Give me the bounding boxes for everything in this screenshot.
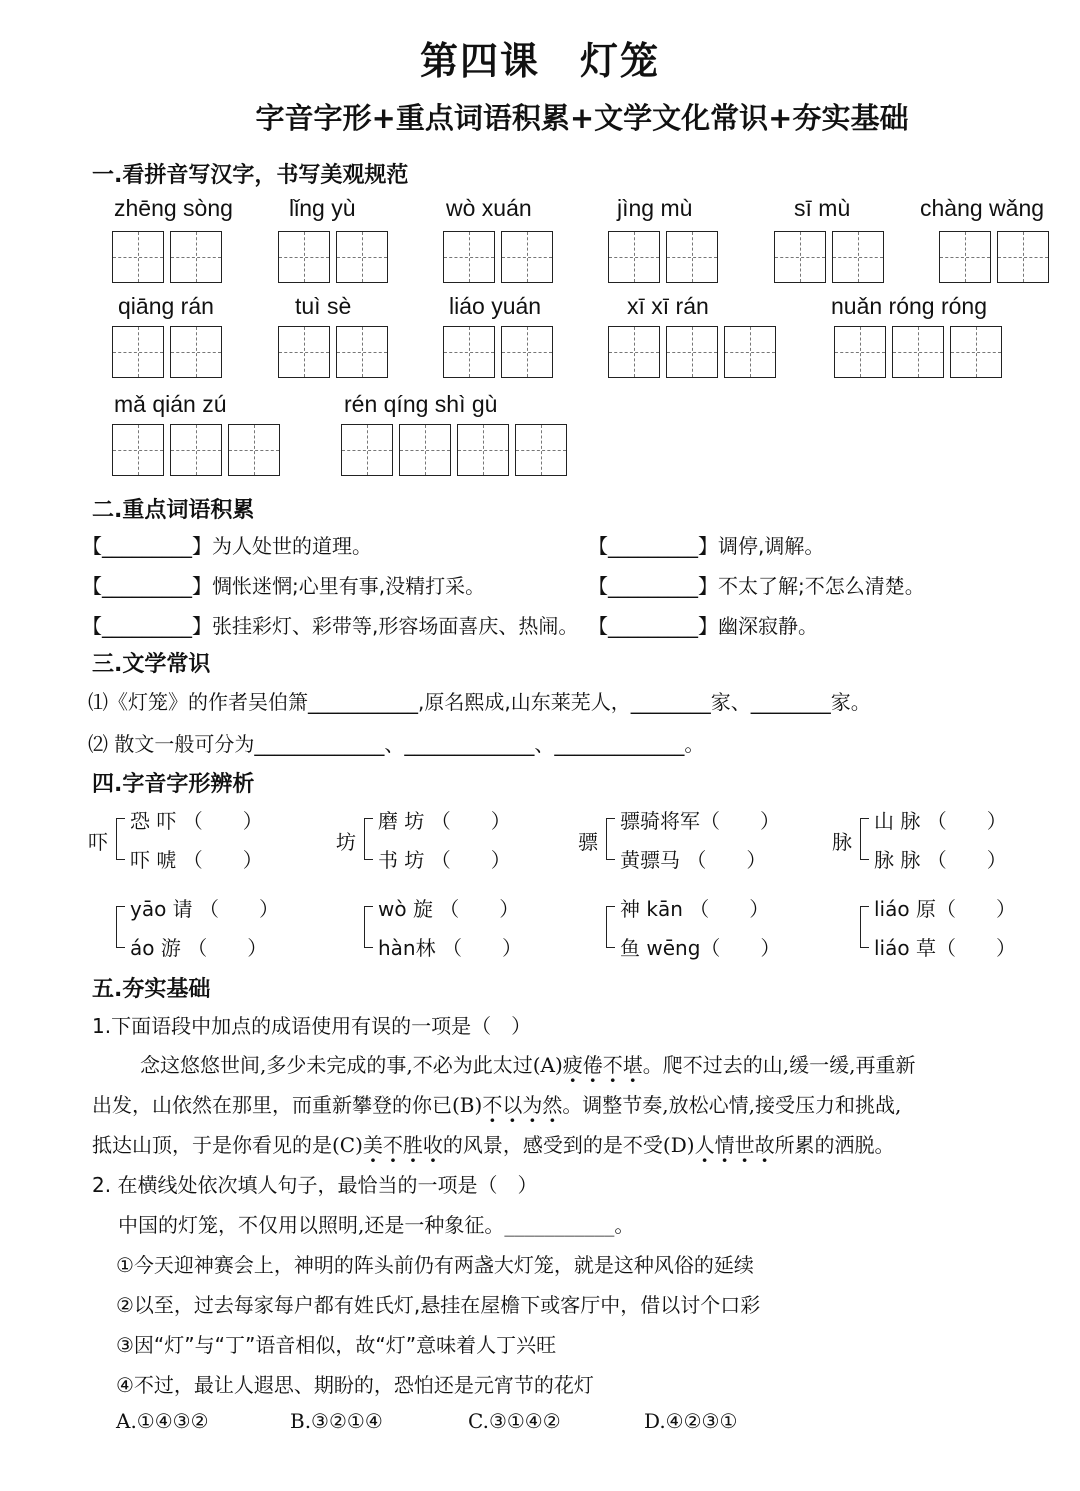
pinyin-pair-b[interactable]: 鱼 wēng（ ） (620, 936, 781, 960)
writing-grid[interactable] (278, 326, 394, 378)
idiom-d[interactable]: 人情世故 (694, 1133, 775, 1157)
idiom-a[interactable]: 疲倦不堪 (562, 1053, 643, 1077)
question-2-intro: 中国的灯笼，不仅用以照明,还是一种象征。___________。 (118, 1213, 635, 1237)
section-2-heading: 二.重点词语积累 (92, 498, 255, 523)
pinyin-label: liáo yuán (449, 293, 542, 319)
section-3-heading: 三.文学常识 (92, 652, 211, 677)
sentence-option: ④不过，最让人遐思、期盼的，恐怕还是元宵节的花灯 (116, 1373, 594, 1397)
answer-option-a[interactable]: A.①④③② (116, 1409, 209, 1433)
pinyin-label: mǎ qián zú (114, 391, 227, 417)
idiom-c[interactable]: 美不胜收 (362, 1133, 443, 1157)
writing-grid[interactable] (278, 231, 394, 283)
char-group-head: 坊 (336, 830, 356, 854)
sentence-option: ③因“灯”与“丁”语音相似，故“灯”意味着人丁兴旺 (116, 1333, 557, 1357)
pinyin-label: nuǎn róng róng (831, 293, 988, 319)
char-pair-b[interactable]: 脉 脉 （ ） (874, 848, 1007, 872)
answer-option-c[interactable]: C.③①④② (468, 1409, 561, 1433)
char-pair-a[interactable]: 山 脉 （ ） (874, 809, 1007, 833)
section-5-heading: 五.夯实基础 (92, 977, 211, 1002)
passage-line-2: 出发，山依然在那里，而重新攀登的你已(B)不以为然。调整节奏,放松心情,接受压力和挑战, (92, 1093, 902, 1117)
idiom-b[interactable]: 不以为然 (482, 1093, 563, 1117)
sentence-option: ①今天迎神赛会上，神明的阵头前仍有两盏大灯笼，就是这种风俗的延续 (116, 1253, 754, 1277)
pinyin-pair-a[interactable]: liáo 原（ ） (874, 897, 1016, 921)
writing-grid[interactable] (443, 326, 559, 378)
pinyin-pair-b[interactable]: liáo 草（ ） (874, 936, 1016, 960)
answer-option-d[interactable]: D.④②③① (644, 1409, 738, 1433)
writing-grid[interactable] (608, 231, 724, 283)
vocab-item[interactable]: 【_________】调停,调解。 (588, 534, 825, 558)
pinyin-label: zhēng sòng (114, 195, 233, 221)
passage-line-1: 念这悠悠世间,多少未完成的事,不必为此太过(A)疲倦不堪。爬不过去的山,缓一缓,再重新 (140, 1053, 916, 1077)
vocab-item[interactable]: 【_________】张挂彩灯、彩带等,形容场面喜庆、热闹。 (82, 614, 579, 638)
pinyin-label: chàng wǎng (920, 195, 1045, 221)
vocab-item[interactable]: 【_________】幽深寂静。 (588, 614, 818, 638)
char-pair-a[interactable]: 骠骑将军（ ） (620, 809, 780, 833)
writing-grid[interactable] (774, 231, 890, 283)
pinyin-label: sī mù (794, 195, 851, 221)
literature-question-1[interactable]: ⑴《灯笼》的作者吴伯箫___________,原名熙成,山东莱芜人，________家、________家。 (88, 690, 871, 714)
passage-line-3: 抵达山顶，于是你看见的是(C)美不胜收的风景，感受到的是不受(D)人情世故所累的洒脱。 (92, 1133, 895, 1157)
sentence-option: ②以至，过去每家每户都有姓氏灯,悬挂在屋檐下或客厅中，借以讨个口彩 (116, 1293, 761, 1317)
page-subtitle: 字音字形+重点词语积累+文学文化常识+夯实基础 (255, 101, 909, 135)
pinyin-label: wò xuán (446, 195, 532, 221)
pinyin-label: jìng mù (617, 195, 693, 221)
section-4-heading: 四.字音字形辨析 (92, 772, 255, 797)
section-1-heading: 一.看拼音写汉字，书写美观规范 (92, 163, 409, 188)
answer-option-b[interactable]: B.③②①④ (290, 1409, 383, 1433)
writing-grid[interactable] (112, 231, 228, 283)
writing-grid[interactable] (608, 326, 782, 378)
writing-grid[interactable] (112, 424, 286, 476)
page-title: 第四课 灯笼 (419, 39, 660, 83)
vocab-item[interactable]: 【_________】不太了解;不怎么清楚。 (588, 574, 925, 598)
writing-grid[interactable] (443, 231, 559, 283)
pinyin-label: rén qíng shì gù (344, 391, 498, 417)
pinyin-label: lǐng yù (289, 195, 356, 221)
pinyin-label: tuì sè (295, 293, 352, 319)
pinyin-pair-a[interactable]: wò 旋 （ ） (378, 897, 520, 921)
char-pair-a[interactable]: 恐 吓 （ ） (130, 809, 263, 833)
char-group-head: 脉 (832, 830, 852, 854)
char-pair-b[interactable]: 书 坊 （ ） (378, 848, 511, 872)
pinyin-pair-a[interactable]: yāo 请 （ ） (130, 897, 280, 921)
pinyin-pair-a[interactable]: 神 kān （ ） (620, 897, 770, 921)
question-1[interactable]: 1.下面语段中加点的成语使用有误的一项是（ ） (92, 1014, 532, 1038)
pinyin-label: qiāng rán (118, 293, 214, 319)
vocab-item[interactable]: 【_________】为人处世的道理。 (82, 534, 372, 558)
pinyin-pair-b[interactable]: áo 游 （ ） (130, 936, 268, 960)
writing-grid[interactable] (112, 326, 228, 378)
question-2[interactable]: 2. 在横线处依次填人句子，最恰当的一项是（ ） (92, 1173, 538, 1197)
char-group-head: 吓 (88, 830, 108, 854)
char-pair-b[interactable]: 黄骠马 （ ） (620, 848, 767, 872)
literature-question-2[interactable]: ⑵ 散文一般可分为_____________、_____________、_____________。 (88, 732, 705, 756)
pinyin-label: xī xī rán (627, 293, 709, 319)
writing-grid[interactable] (341, 424, 573, 476)
char-pair-b[interactable]: 吓 唬 （ ） (130, 848, 263, 872)
writing-grid[interactable] (939, 231, 1055, 283)
char-pair-a[interactable]: 磨 坊 （ ） (378, 809, 511, 833)
char-group-head: 骠 (578, 830, 598, 854)
vocab-item[interactable]: 【_________】惆怅迷惘;心里有事,没精打采。 (82, 574, 486, 598)
writing-grid[interactable] (834, 326, 1008, 378)
pinyin-pair-b[interactable]: hàn林 （ ） (378, 936, 522, 960)
